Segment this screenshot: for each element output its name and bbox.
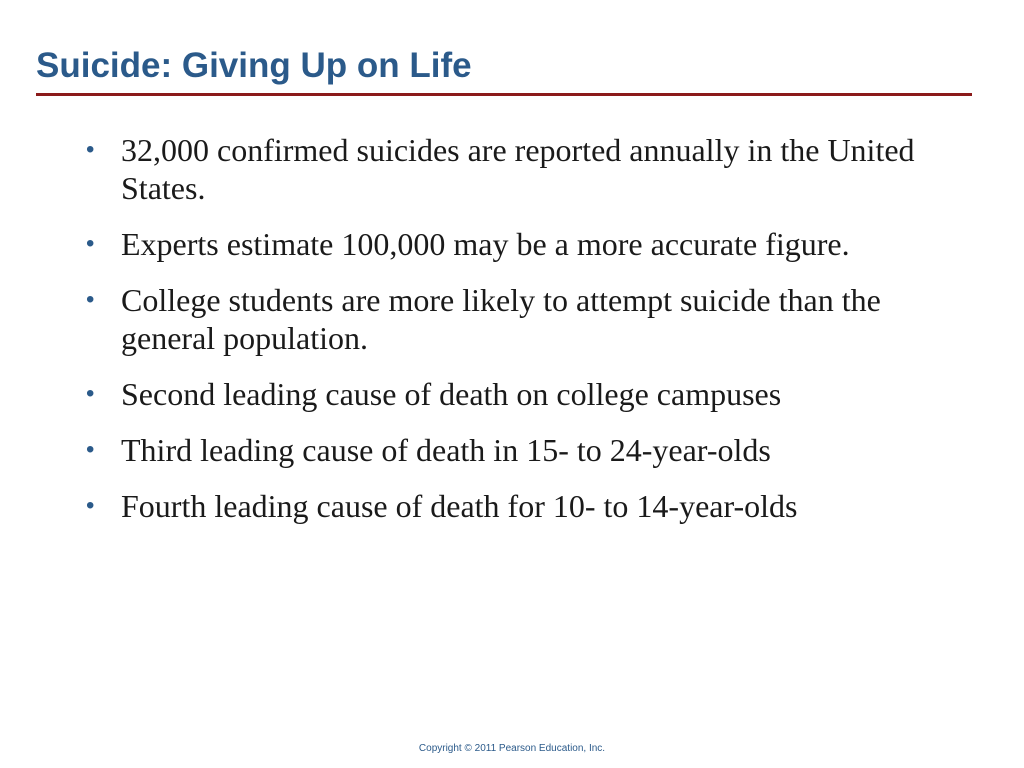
copyright-footer: Copyright © 2011 Pearson Education, Inc.	[418, 743, 606, 754]
bullet-list	[86, 131, 966, 543]
bullet-item	[86, 131, 966, 207]
bullet-dot-icon: •	[86, 380, 95, 407]
bullet-text: Second leading cause of death on college campuses	[121, 376, 782, 412]
bullet-text: Fourth leading cause of death for 10- to 14-year-olds	[121, 488, 798, 524]
bullet-text: Experts estimate 100,000 may be a more accurate figure.	[121, 226, 850, 262]
slide-title: Suicide: Giving Up on Life	[36, 46, 472, 85]
bullet-item	[86, 431, 966, 469]
bullet-dot-icon: •	[86, 230, 95, 257]
bullet-dot-icon: •	[86, 136, 95, 163]
bullet-item	[86, 375, 966, 413]
bullet-dot-icon: •	[86, 286, 95, 313]
bullet-item	[86, 281, 966, 357]
bullet-dot-icon: •	[86, 492, 95, 519]
bullet-dot-icon: •	[86, 436, 95, 463]
bullet-item	[86, 225, 966, 263]
title-divider	[36, 93, 972, 96]
bullet-text: College students are more likely to attempt suicide than the general population.	[121, 282, 881, 356]
bullet-text: Third leading cause of death in 15- to 24-year-olds	[121, 432, 771, 468]
bullet-item	[86, 487, 966, 525]
bullet-text: 32,000 confirmed suicides are reported annually in the United States.	[121, 132, 915, 206]
